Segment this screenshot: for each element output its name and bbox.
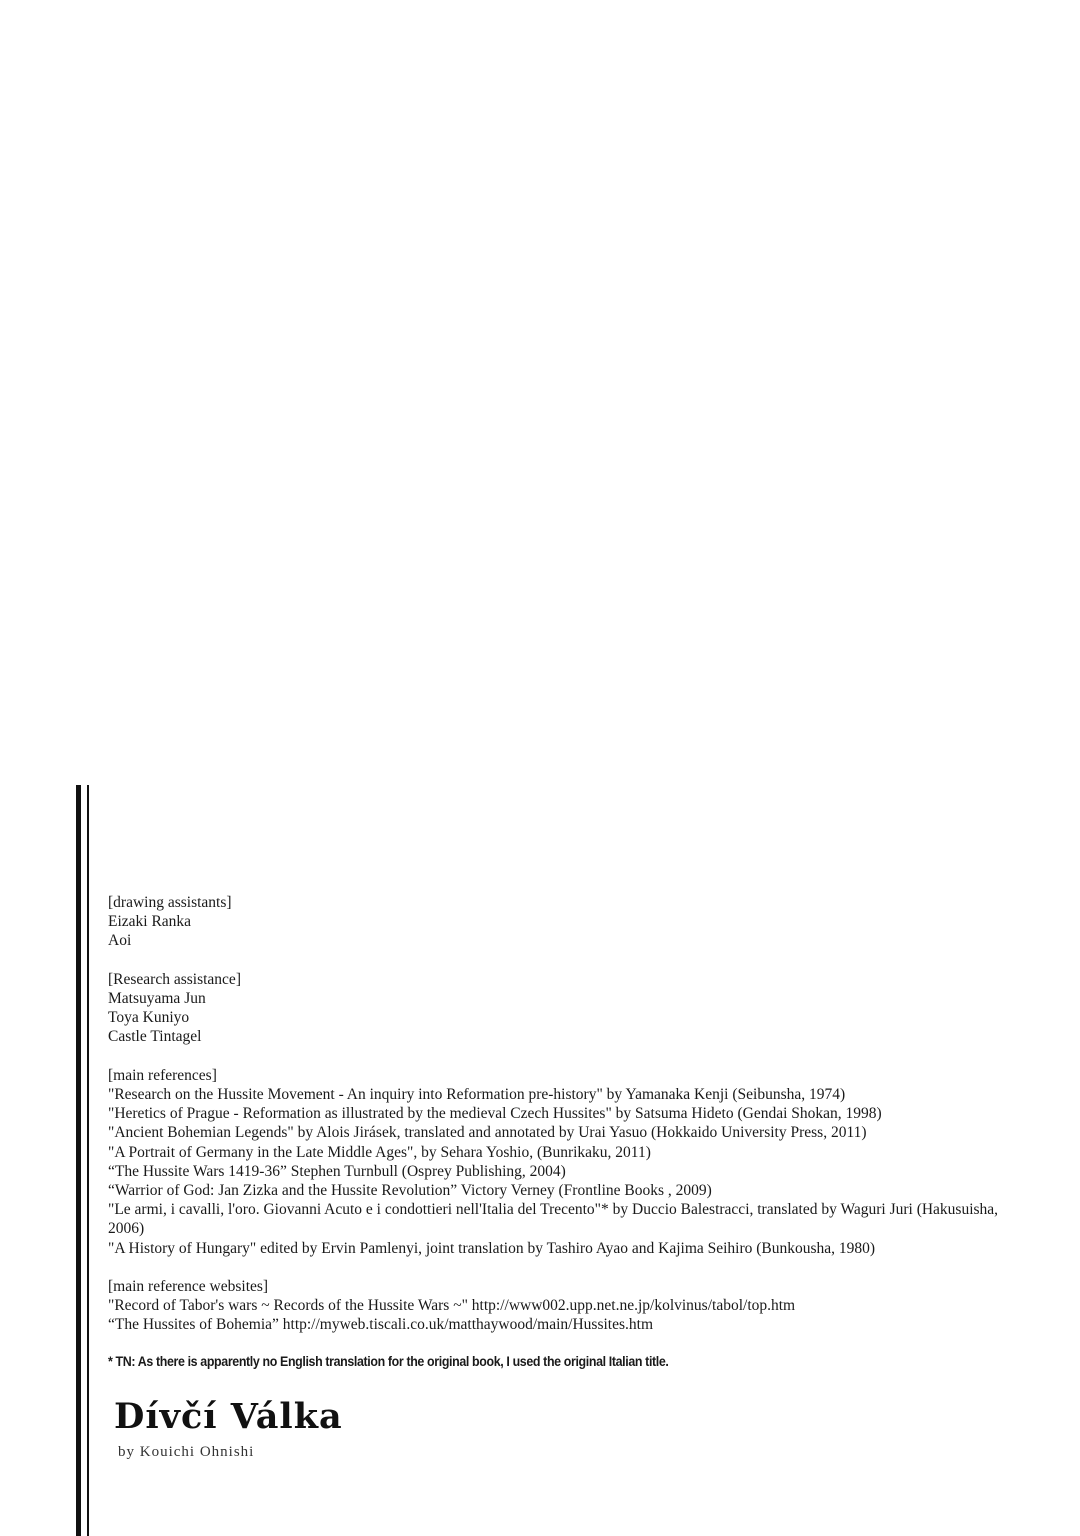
drawing-assistants-heading: [drawing assistants]: [108, 894, 232, 911]
main-references-section: [108, 1066, 1038, 1258]
research-assistance-section: [108, 970, 1038, 1047]
reference-item: "Heretics of Prague - Reformation as illustrated by the medieval Czech Hussites" by Satsuma Hideto (Gendai Shokan, 1998): [108, 1105, 882, 1123]
reference-item: "A History of Hungary" edited by Ervin Pamlenyi, joint translation by Tashiro Ayao and Kajima Seihiro (Bunkousha, 1980): [108, 1239, 876, 1257]
research-assistant-name: Castle Tintagel: [108, 1028, 202, 1046]
research-assistant-name: Toya Kuniyo: [108, 1009, 190, 1027]
research-assistant-name: Matsuyama Jun: [108, 990, 206, 1007]
drawing-assistant-name: Eizaki Ranka: [108, 913, 192, 931]
author-credit: by Kouichi Ohnishi: [118, 1444, 255, 1460]
left-border-thin-line: [87, 785, 89, 1536]
reference-item: “The Hussite Wars 1419-36” Stephen Turnbull (Osprey Publishing, 2004): [108, 1162, 566, 1180]
reference-item: "Ancient Bohemian Legends" by Alois Jirásek, translated and annotated by Urai Yasuo (Hokkaido University Press, 2011): [108, 1124, 867, 1142]
series-logo-title: Dívčí Válka: [114, 1396, 343, 1437]
reference-item: "Research on the Hussite Movement - An inquiry into Reformation pre-history" by Yamanaka Kenji (Seibunsha, 1974): [108, 1086, 846, 1103]
drawing-assistant-name: Aoi: [108, 932, 132, 950]
reference-item: "Le armi, i cavalli, l'oro. Giovanni Acuto e i condottieri nell'Italia del Trecento"* by Duccio Balestracci, translated by Waguri Juri (Hakusuisha, 2006): [108, 1201, 999, 1238]
credits-block: [108, 893, 1038, 1354]
main-references-heading: [main references]: [108, 1066, 217, 1084]
research-assistance-heading: [Research assistance]: [108, 970, 241, 988]
reference-website-item: “The Hussites of Bohemia” http://myweb.tiscali.co.uk/matthaywood/main/Hussites.htm: [108, 1316, 653, 1334]
reference-item: "A Portrait of Germany in the Late Middle Ages", by Sehara Yoshio, (Bunrikaku, 2011): [108, 1143, 651, 1161]
reference-item: “Warrior of God: Jan Zizka and the Hussite Revolution” Victory Verney (Frontline Books , 2009): [108, 1182, 712, 1200]
reference-websites-section: [108, 1277, 1038, 1335]
reference-websites-heading: [main reference websites]: [108, 1278, 269, 1296]
translator-note: * TN: As there is apparently no English translation for the original book, I used the original Italian title.: [108, 1354, 669, 1369]
left-border-thick-line: [76, 785, 81, 1536]
drawing-assistants-section: [108, 893, 1038, 951]
reference-website-item: "Record of Tabor's wars ~ Records of the Hussite Wars ~" http://www002.upp.net.ne.jp/kolvinus/tabol/top.htm: [108, 1297, 796, 1315]
